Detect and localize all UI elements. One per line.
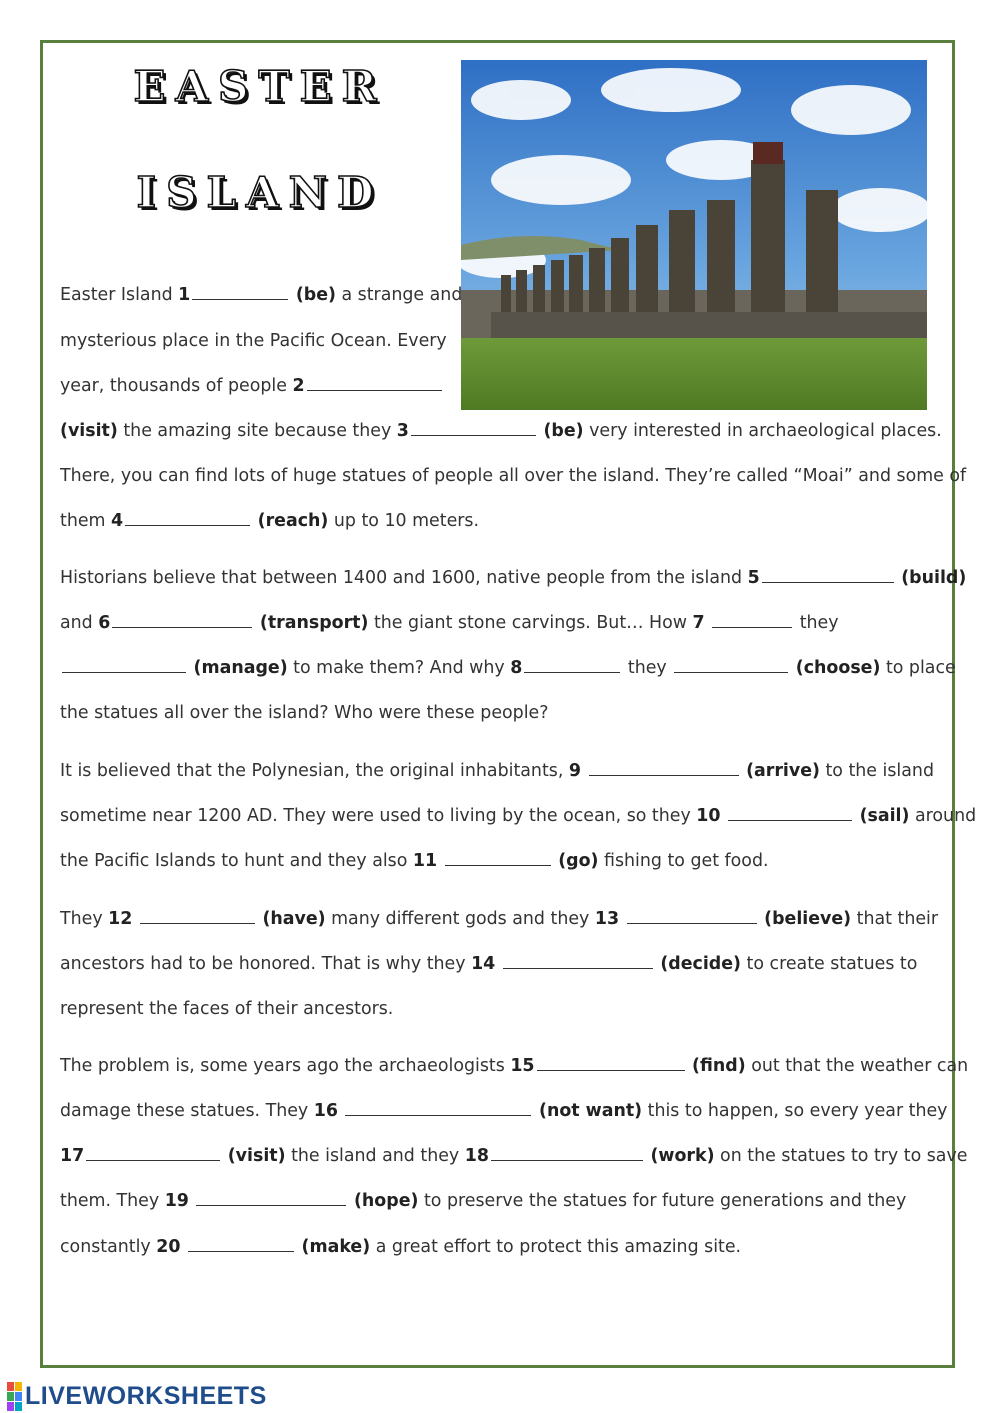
- text-line: damage these statues. They 16 (not want) this to happen, so every year they: [60, 1101, 948, 1121]
- liveworksheets-logo-icon: [7, 1382, 22, 1411]
- logo-tile: [7, 1402, 14, 1411]
- answer-input-6[interactable]: [112, 611, 252, 628]
- text-line: (visit) the amazing site because they 3 (be) very interested in archaeological places.: [60, 421, 942, 441]
- logo-tile: [7, 1392, 14, 1401]
- text-line: represent the faces of their ancestors.: [60, 999, 394, 1019]
- answer-input-10[interactable]: [728, 804, 852, 821]
- answer-input-12[interactable]: [140, 907, 255, 924]
- answer-input-11[interactable]: [445, 849, 551, 866]
- text-line: the Pacific Islands to hunt and they also 11 (go) fishing to get food.: [60, 851, 769, 871]
- answer-input-9[interactable]: [589, 759, 739, 776]
- answer-input-7b[interactable]: [62, 656, 186, 673]
- text-line: constantly 20 (make) a great effort to protect this amazing site.: [60, 1237, 742, 1257]
- answer-input-15[interactable]: [537, 1054, 685, 1071]
- answer-input-16[interactable]: [345, 1099, 531, 1116]
- text-line: mysterious place in the Pacific Ocean. Every: [60, 331, 447, 351]
- text-line: and 6 (transport) the giant stone carvings. But… How 7 they: [60, 613, 839, 633]
- text-line: them 4 (reach) up to 10 meters.: [60, 511, 480, 531]
- text-line: They 12 (have) many different gods and they 13 (believe) that their: [60, 909, 939, 929]
- logo-tile: [15, 1382, 22, 1391]
- answer-input-5[interactable]: [762, 566, 894, 583]
- liveworksheets-brand: LIVEWORKSHEETS: [25, 1382, 267, 1410]
- answer-input-19[interactable]: [196, 1189, 346, 1206]
- text-line: sometime near 1200 AD. They were used to living by the ocean, so they 10 (sail) around: [60, 806, 977, 826]
- logo-tile: [15, 1392, 22, 1401]
- text-line: year, thousands of people 2: [60, 374, 444, 398]
- answer-input-8b[interactable]: [674, 656, 788, 673]
- answer-input-2[interactable]: [307, 374, 442, 391]
- text-line: 17 (visit) the island and they 18 (work) on the statues to try to save: [60, 1146, 968, 1166]
- text-line: ancestors had to be honored. That is why they 14 (decide) to create statues to: [60, 954, 918, 974]
- moai-statues-photo: [461, 60, 927, 410]
- answer-input-7a[interactable]: [712, 611, 792, 628]
- text-line: Easter Island 1 (be) a strange and: [60, 285, 463, 305]
- answer-input-20[interactable]: [188, 1235, 294, 1252]
- answer-input-3[interactable]: [411, 419, 536, 436]
- liveworksheets-footer[interactable]: [7, 1382, 267, 1411]
- worksheet-title-line1: EASTER: [133, 62, 387, 111]
- text-line: the statues all over the island? Who were these people?: [60, 703, 549, 723]
- answer-input-8a[interactable]: [524, 656, 620, 673]
- logo-tile: [7, 1382, 14, 1391]
- text-line: It is believed that the Polynesian, the original inhabitants, 9 (arrive) to the island: [60, 761, 934, 781]
- answer-input-18[interactable]: [491, 1144, 643, 1161]
- text-line: them. They 19 (hope) to preserve the statues for future generations and they: [60, 1191, 907, 1211]
- text-line: There, you can find lots of huge statues of people all over the island. They’re called “Moai” and some of: [60, 466, 967, 486]
- worksheet-title-line2: ISLAND: [136, 168, 384, 217]
- answer-input-17[interactable]: [86, 1144, 220, 1161]
- answer-input-4[interactable]: [125, 509, 250, 526]
- text-line: The problem is, some years ago the archaeologists 15 (find) out that the weather can: [60, 1056, 969, 1076]
- answer-input-1[interactable]: [192, 283, 288, 300]
- answer-input-13[interactable]: [627, 907, 757, 924]
- text-line: (manage) to make them? And why 8 they (choose) to place: [60, 656, 956, 680]
- answer-input-14[interactable]: [503, 952, 653, 969]
- text-line: Historians believe that between 1400 and 1600, native people from the island 5 (build): [60, 568, 967, 588]
- logo-tile: [15, 1402, 22, 1411]
